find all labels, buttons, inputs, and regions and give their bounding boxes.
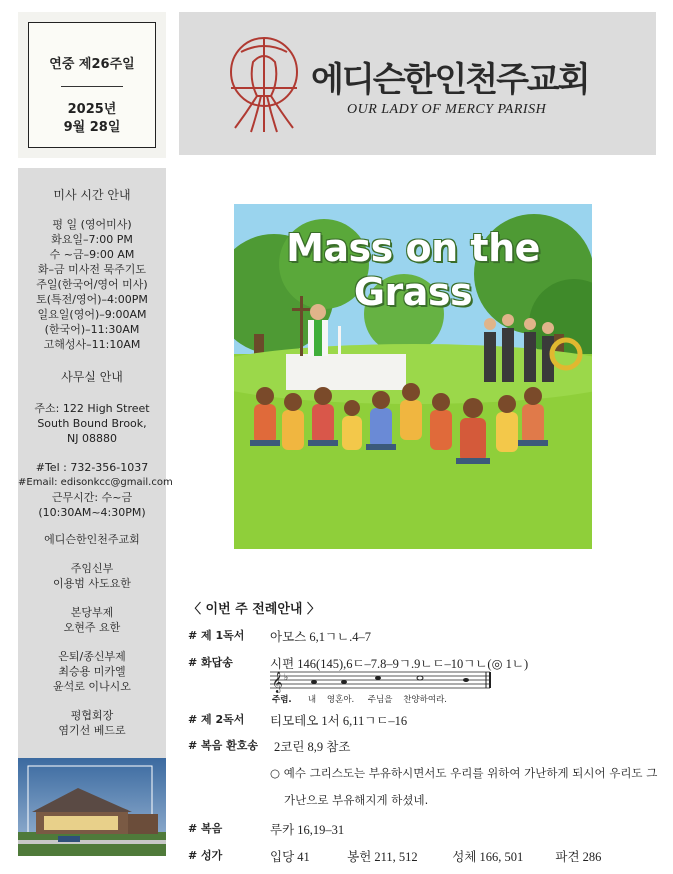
address-line: 주소: 122 High Street — [34, 402, 150, 415]
hymn-recessional: 파견 286 — [555, 850, 602, 864]
psalm-value: 시편 146(145),6ㄷ–7.8–9ㄱ.9ㄴㄷ–10ㄱㄴ(◎ 1ㄴ) — [270, 657, 529, 671]
hymn-label: # 성가 — [188, 849, 223, 862]
reading1-value: 아모스 6,1ㄱㄴ.4–7 — [270, 630, 372, 644]
lyric-word: 주님을 — [367, 695, 393, 705]
date-box — [28, 22, 156, 148]
gospel-value: 루카 16,19–31 — [270, 823, 345, 837]
alleluia-verse-line2: 가난으로 부유해지게 하셨네. — [284, 793, 429, 807]
mass-time-line: 평 일 (영어미사) — [52, 218, 132, 231]
hymn-entrance: 입당 41 — [270, 850, 310, 864]
alleluia-label: # 복음 환호송 — [188, 739, 259, 752]
psalm-label: # 화답송 — [188, 656, 233, 669]
date-divider — [61, 86, 123, 87]
staff-council-president — [18, 708, 166, 738]
mass-time-line: 수 ~금–9:00 AM — [49, 248, 135, 261]
svg-text:♭: ♭ — [284, 673, 289, 683]
mass-time-line: 주일(한국어/영어 미사) — [36, 278, 148, 291]
mass-time-line: 화요일–7:00 PM — [51, 233, 133, 246]
staff-pastor — [18, 561, 166, 591]
staff-name: 오현주 요한 — [63, 621, 121, 634]
header-banner — [179, 12, 656, 155]
staff-role: 은퇴/종신부제 — [58, 650, 126, 663]
hymn-communion: 성체 166, 501 — [452, 850, 524, 864]
staff-role: 주임신부 — [70, 562, 114, 575]
mass-time-line: 고해성사–11:10AM — [43, 338, 141, 351]
staff-deacon — [18, 605, 166, 635]
staff-name: 최승용 미카엘 — [58, 665, 126, 678]
poster-title: Mass on the Grass — [286, 226, 540, 314]
church-name: 에디슨한인천주교회 — [44, 533, 140, 546]
hymn-offertory: 봉헌 211, 512 — [347, 850, 418, 864]
reading1-label: # 제 1독서 — [188, 629, 245, 642]
lyric-word: 찬양하여라. — [403, 695, 447, 705]
date-monthday: 9월 28일 — [63, 120, 121, 135]
svg-text:𝄞: 𝄞 — [272, 672, 283, 693]
address-block — [18, 401, 166, 446]
psalm-lyrics — [272, 693, 447, 705]
parish-logo-icon — [227, 32, 301, 138]
church-photo — [18, 758, 166, 856]
lyric-word: 내 — [307, 695, 317, 705]
staff-name: 윤석로 이나시오 — [53, 680, 131, 693]
hymn-list — [270, 847, 601, 865]
liturgical-week: 연중 제26주일 — [49, 57, 135, 72]
phone-line: #Tel : 732-356-1037 — [35, 461, 149, 474]
reading2-value: 티모테오 1서 6,11ㄱㄷ–16 — [270, 714, 408, 728]
staff-name: 이용범 사도요한 — [53, 577, 131, 590]
mass-time-line: (한국어)–11:30AM — [44, 323, 140, 336]
mass-time-line: 일요일(영어)–9:00AM — [37, 308, 147, 321]
mass-on-the-grass-poster — [234, 204, 592, 549]
mass-time-line: 토(특전/영어)–4:00PM — [36, 293, 148, 306]
alleluia-value: 2코린 8,9 참조 — [274, 740, 351, 754]
gospel-label: # 복음 — [188, 822, 223, 835]
address-line: South Bound Brook, — [37, 417, 147, 430]
parish-name-english: OUR LADY OF MERCY PARISH — [347, 102, 547, 117]
staff-name: 염기선 베드로 — [58, 724, 126, 737]
lyric-word: 영혼아. — [326, 695, 355, 705]
parish-name-korean: 에디슨한인천주교회 — [311, 60, 589, 100]
reading2-label: # 제 2독서 — [188, 713, 245, 726]
address-line: NJ 08880 — [67, 432, 117, 445]
mass-times-title: 미사 시간 안내 — [53, 188, 131, 202]
office-title: 사무실 안내 — [61, 370, 123, 384]
date-year: 2025년 — [67, 102, 117, 117]
staff-role: 본당부제 — [70, 606, 114, 619]
liturgy-heading: 〈 이번 주 전례안내 〉 — [188, 602, 321, 617]
info-sidebar — [18, 168, 173, 758]
alleluia-verse-line1: ○ 예수 그리스도는 부유하시면서도 우리를 위하여 가난하게 되시어 우리도 그 — [270, 766, 658, 780]
mass-time-line: 화–금 미사전 묵주기도 — [37, 263, 147, 276]
office-hours-line: 근무시간: 수~금 — [51, 491, 133, 504]
staff-retired-deacons — [18, 649, 166, 694]
lyric-word: 주렴. — [272, 695, 292, 705]
mass-times-list — [18, 217, 166, 352]
date-panel — [18, 12, 166, 158]
email-line: #Email: edisonkcc@gmail.com — [18, 477, 173, 488]
staff-role: 평협회장 — [70, 709, 114, 722]
office-hours-line: (10:30AM~4:30PM) — [38, 506, 146, 519]
contact-block — [18, 460, 173, 520]
